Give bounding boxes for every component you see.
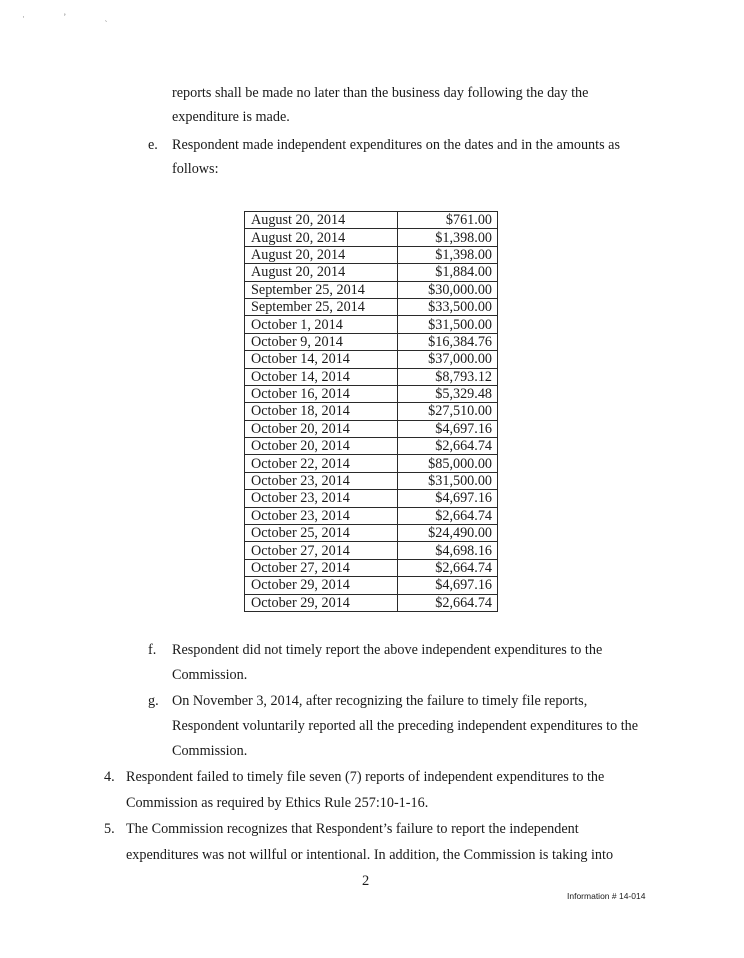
table-row: [245, 264, 498, 281]
item-5-line-2: expenditures was not willful or intentional. In addition, the Commission is taking into: [126, 847, 614, 863]
item-e-line-2: follows:: [172, 161, 219, 177]
expenditure-amount: $8,793.12: [398, 368, 498, 385]
expenditure-date: October 27, 2014: [245, 542, 398, 559]
expenditure-amount: $85,000.00: [398, 455, 498, 472]
table-row: [245, 298, 498, 315]
expenditure-date: October 18, 2014: [245, 403, 398, 420]
table-row: [245, 212, 498, 229]
table-row: [245, 455, 498, 472]
expenditures-table: [244, 211, 498, 612]
expenditure-date: August 20, 2014: [245, 246, 398, 263]
expenditure-amount: $761.00: [398, 212, 498, 229]
table-row: [245, 246, 498, 263]
expenditure-date: August 20, 2014: [245, 229, 398, 246]
item-4-line-2: Commission as required by Ethics Rule 257:10-1-16.: [126, 795, 429, 811]
item-4-line-1: Respondent failed to timely file seven (7) reports of independent expenditures to the: [126, 769, 605, 785]
expenditure-amount: $27,510.00: [398, 403, 498, 420]
expenditure-amount: $4,698.16: [398, 542, 498, 559]
expenditure-amount: $2,664.74: [398, 438, 498, 455]
expenditure-date: September 25, 2014: [245, 298, 398, 315]
table-row: [245, 229, 498, 246]
expenditure-date: October 9, 2014: [245, 333, 398, 350]
table-row: [245, 316, 498, 333]
expenditure-amount: $37,000.00: [398, 351, 498, 368]
expenditure-amount: $2,664.74: [398, 507, 498, 524]
expenditure-date: October 27, 2014: [245, 559, 398, 576]
expenditure-date: August 20, 2014: [245, 264, 398, 281]
item-f-marker: f.: [148, 642, 157, 658]
expenditure-amount: $31,500.00: [398, 316, 498, 333]
expenditure-amount: $2,664.74: [398, 559, 498, 576]
expenditure-date: August 20, 2014: [245, 212, 398, 229]
expenditure-amount: $24,490.00: [398, 525, 498, 542]
expenditure-date: October 29, 2014: [245, 594, 398, 611]
table-row: [245, 438, 498, 455]
expenditure-amount: $30,000.00: [398, 281, 498, 298]
expenditure-amount: $1,398.00: [398, 229, 498, 246]
item-e-marker: e.: [148, 137, 158, 153]
table-row: [245, 385, 498, 402]
footer-document-id: Information # 14-014: [567, 891, 646, 901]
table-row: [245, 351, 498, 368]
expenditure-amount: $16,384.76: [398, 333, 498, 350]
item-g-marker: g.: [148, 693, 159, 709]
intro-line-2: expenditure is made.: [172, 109, 290, 125]
table-row: [245, 333, 498, 350]
expenditure-date: October 29, 2014: [245, 577, 398, 594]
table-row: [245, 490, 498, 507]
table-row: [245, 420, 498, 437]
table-row: [245, 281, 498, 298]
expenditure-date: October 16, 2014: [245, 385, 398, 402]
item-f-line-1: Respondent did not timely report the above independent expenditures to the: [172, 642, 603, 658]
scan-marks: · ʼ ˏ: [22, 12, 126, 22]
item-g-line-3: Commission.: [172, 743, 248, 759]
item-g-line-1: On November 3, 2014, after recognizing the failure to timely file reports,: [172, 693, 588, 709]
item-f-line-2: Commission.: [172, 667, 248, 683]
expenditure-date: October 20, 2014: [245, 420, 398, 437]
expenditure-date: October 20, 2014: [245, 438, 398, 455]
item-5-line-1: The Commission recognizes that Respondent’s failure to report the independent: [126, 821, 579, 837]
expenditure-date: October 23, 2014: [245, 490, 398, 507]
expenditure-amount: $2,664.74: [398, 594, 498, 611]
table-row: [245, 542, 498, 559]
expenditure-date: October 23, 2014: [245, 507, 398, 524]
expenditure-amount: $31,500.00: [398, 472, 498, 489]
table-row: [245, 525, 498, 542]
item-e-line-1: Respondent made independent expenditures on the dates and in the amounts as: [172, 137, 620, 153]
expenditure-date: October 14, 2014: [245, 351, 398, 368]
expenditure-date: September 25, 2014: [245, 281, 398, 298]
item-g-line-2: Respondent voluntarily reported all the preceding independent expenditures to the: [172, 718, 639, 734]
page-number: 2: [362, 873, 370, 889]
table-row: [245, 559, 498, 576]
expenditure-date: October 22, 2014: [245, 455, 398, 472]
table-row: [245, 403, 498, 420]
expenditure-amount: $4,697.16: [398, 490, 498, 507]
expenditure-amount: $5,329.48: [398, 385, 498, 402]
expenditure-amount: $33,500.00: [398, 298, 498, 315]
expenditure-amount: $4,697.16: [398, 577, 498, 594]
expenditure-date: October 1, 2014: [245, 316, 398, 333]
item-4-marker: 4.: [104, 769, 115, 785]
table-row: [245, 368, 498, 385]
table-row: [245, 594, 498, 611]
expenditure-amount: $1,398.00: [398, 246, 498, 263]
table-row: [245, 472, 498, 489]
item-5-marker: 5.: [104, 821, 115, 837]
expenditure-amount: $1,884.00: [398, 264, 498, 281]
table-row: [245, 507, 498, 524]
table-row: [245, 577, 498, 594]
expenditure-date: October 25, 2014: [245, 525, 398, 542]
expenditure-amount: $4,697.16: [398, 420, 498, 437]
intro-line-1: reports shall be made no later than the business day following the day the: [172, 85, 589, 101]
expenditure-date: October 14, 2014: [245, 368, 398, 385]
expenditure-date: October 23, 2014: [245, 472, 398, 489]
